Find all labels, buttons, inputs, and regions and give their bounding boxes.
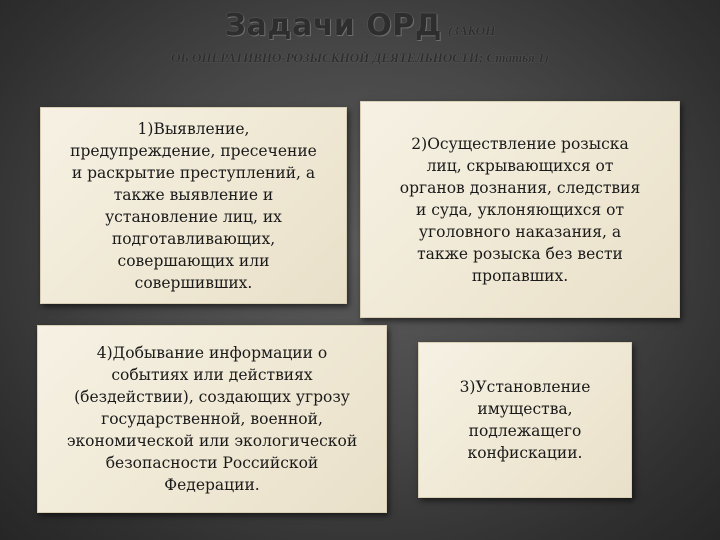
slide-title-main: Задачи ОРД — [224, 8, 442, 43]
task-card-4 — [37, 325, 387, 513]
slide-title — [0, 8, 720, 43]
task-card-1 — [40, 107, 347, 304]
slide-title-law-prefix: (ЗАКОН — [447, 23, 496, 38]
task-card-2-text: 2)Осуществление розыска лиц, скрывающихся от органов дознания, следствия и суда, уклоняющихся от уголовного наказания, а также розыска без вести пропавших. — [399, 134, 641, 285]
task-card-1-text: 1)Выявление, предупреждение, пресечение и раскрытие преступлений, а также выявление и установление лиц, их подготавливающих, совершающих или совершивших. — [70, 119, 317, 292]
task-card-4-text: 4)Добывание информации о событиях или действиях (бездействии), создающих угрозу государственной, военной, экономической или экологической безопасности Российской Федерации. — [66, 344, 358, 494]
task-card-3 — [418, 342, 632, 498]
task-card-3-text: 3)Установление имущества, подлежащего конфискации. — [459, 378, 591, 462]
task-card-2 — [360, 101, 680, 318]
slide-subtitle: ОБ ОПЕРАТИВНО-РОЗЫСКНОЙ ДЕЯТЕЛЬНОСТИ; Статья 1) — [171, 50, 549, 65]
